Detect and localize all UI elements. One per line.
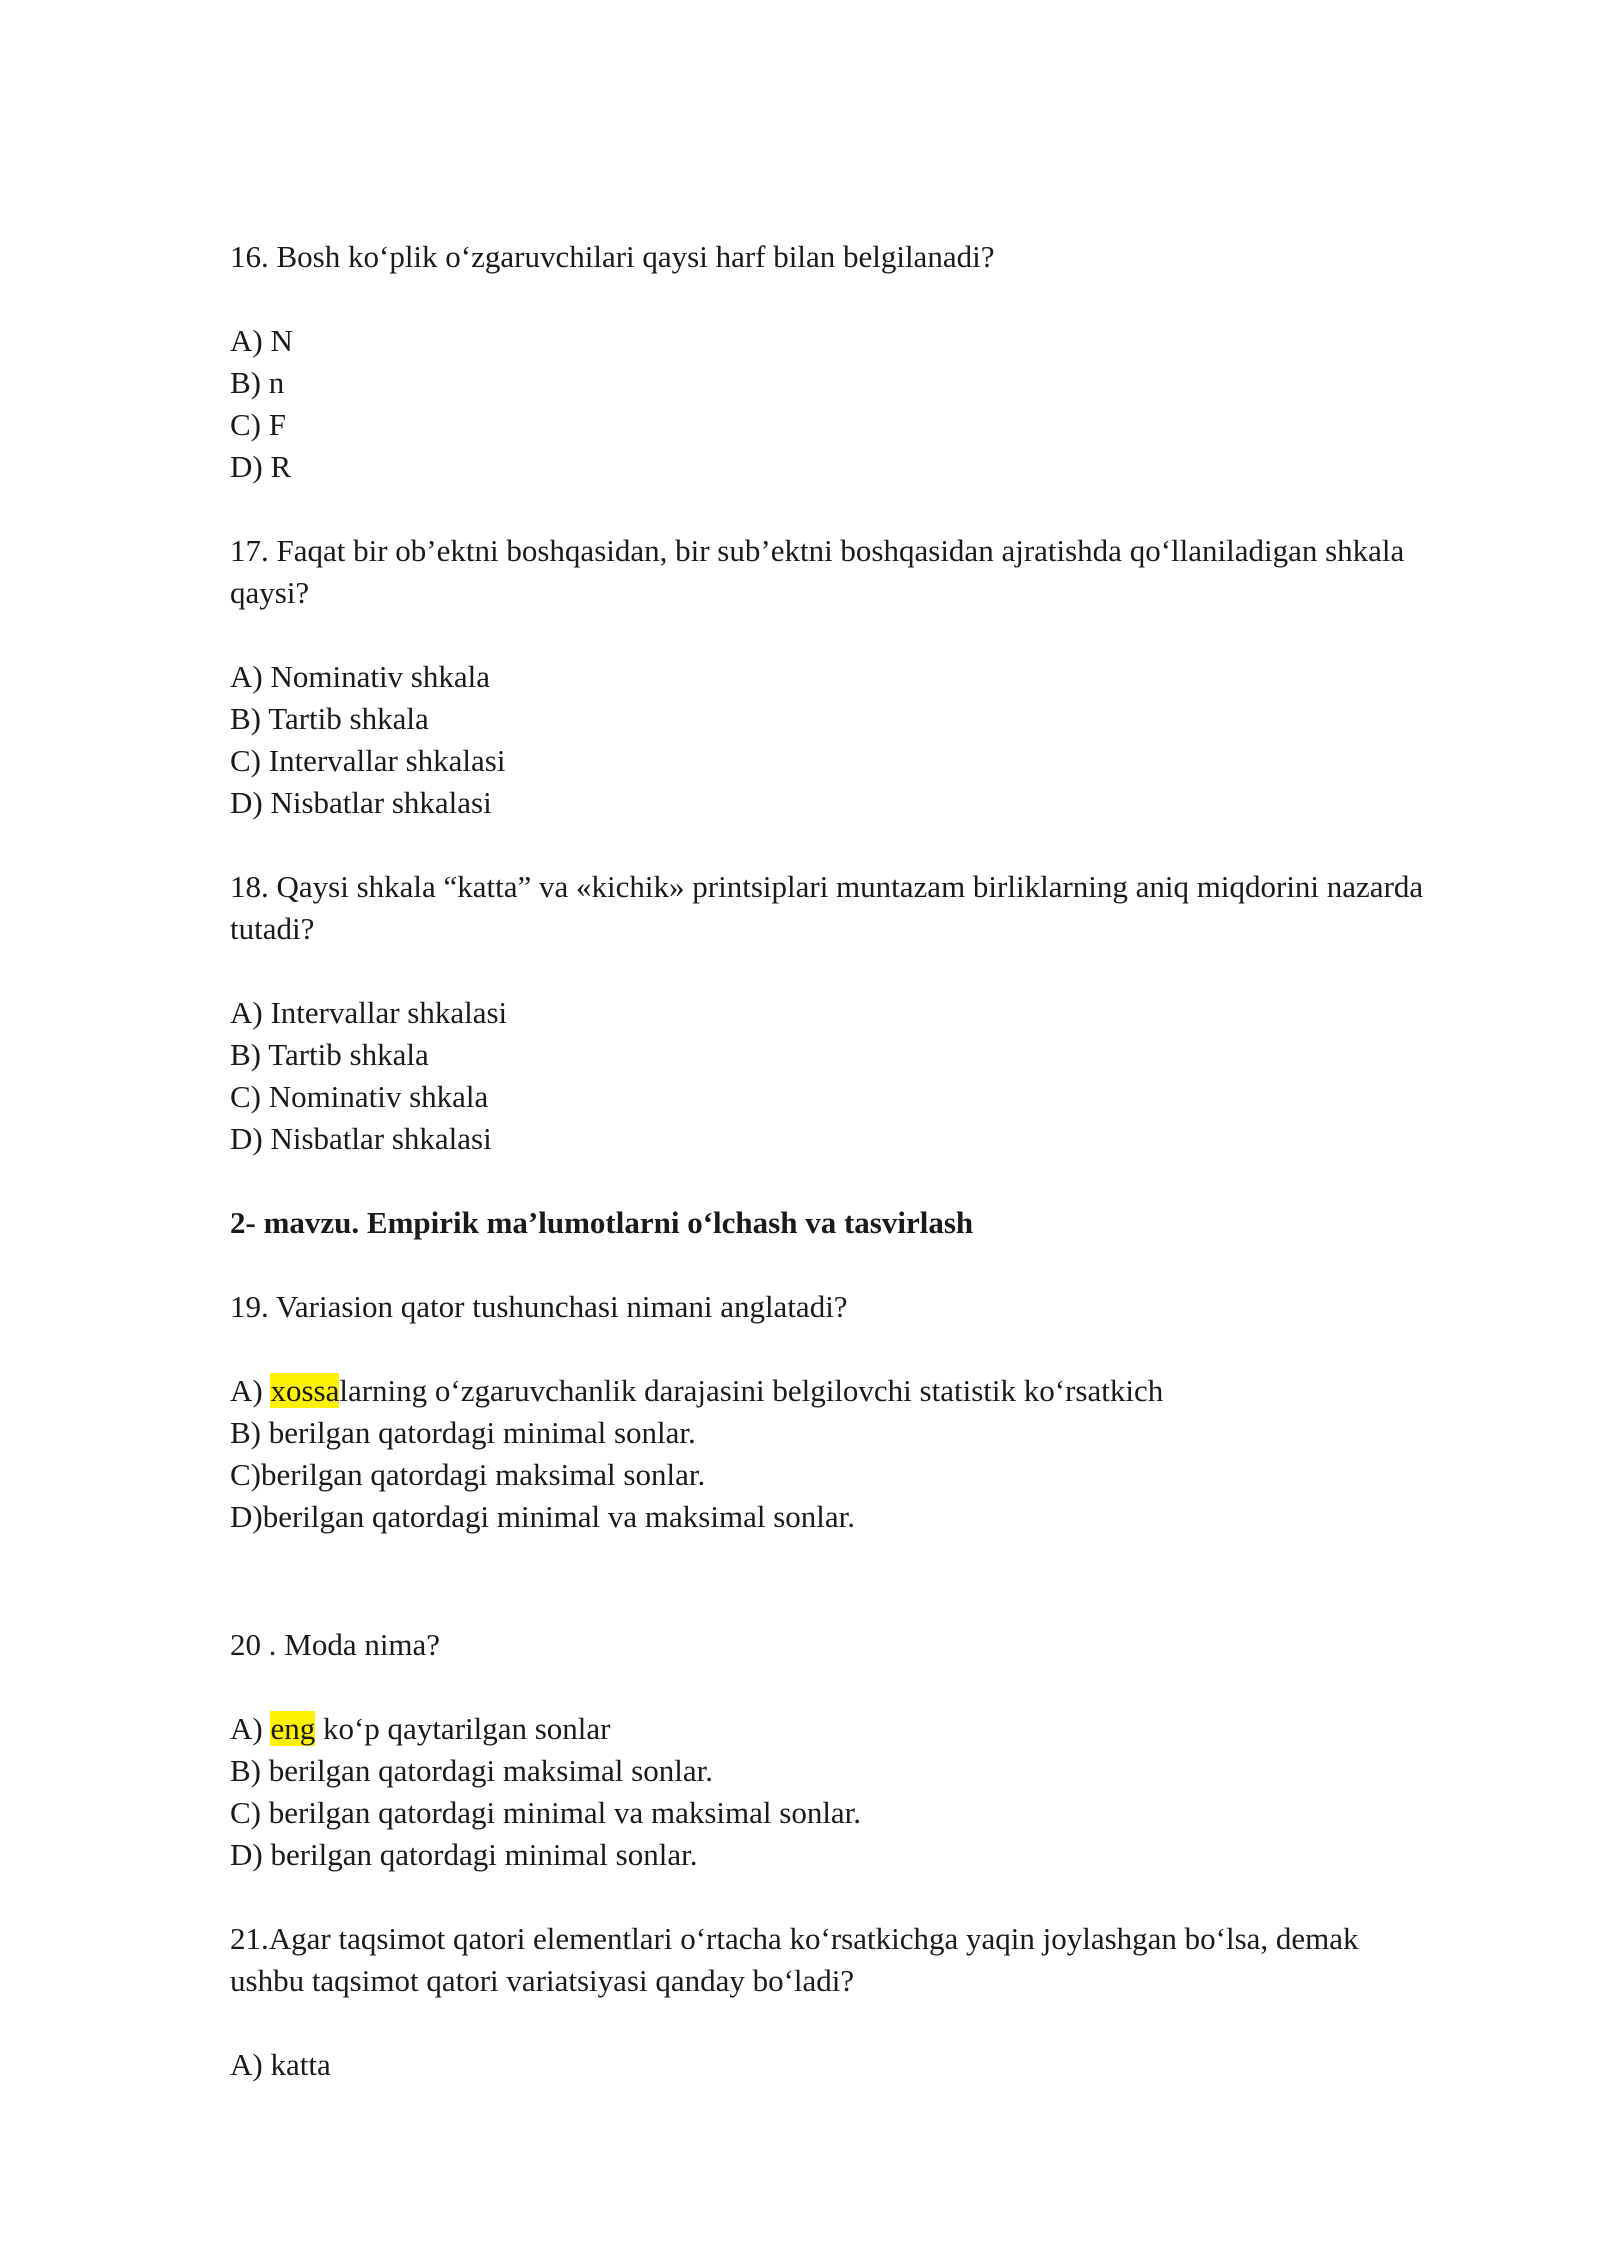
q18-option-d: D) Nisbatlar shkalasi xyxy=(230,1121,492,1156)
question-19: 19. Variasion qator tushunchasi nimani anglatadi? xyxy=(230,1289,848,1324)
q16-option-b: B) n xyxy=(230,365,285,400)
question-20: 20 . Moda nima? xyxy=(230,1627,441,1662)
question-17-line1: 17. Faqat bir ob’ektni boshqasidan, bir sub’ektni boshqasidan ajratishda qo‘llaniladigan shkala xyxy=(230,533,1405,568)
q18-option-a: A) Intervallar shkalasi xyxy=(230,995,508,1030)
q20-highlighted-text: eng xyxy=(270,1711,316,1746)
q17-option-d: D) Nisbatlar shkalasi xyxy=(230,785,492,820)
q20-option-d: D) berilgan qatordagi minimal sonlar. xyxy=(230,1837,698,1872)
q21-option-a: A) katta xyxy=(230,2047,331,2082)
q17-option-a: A) Nominativ shkala xyxy=(230,659,491,694)
q19-highlighted-text: xossa xyxy=(270,1373,340,1408)
q19-option-c: C)berilgan qatordagi maksimal sonlar. xyxy=(230,1457,706,1492)
q20-option-c: C) berilgan qatordagi minimal va maksimal sonlar. xyxy=(230,1795,862,1830)
q16-option-d: D) R xyxy=(230,449,292,484)
q20-option-b: B) berilgan qatordagi maksimal sonlar. xyxy=(230,1753,713,1788)
q19-option-a-prefix: A) xyxy=(230,1373,271,1408)
q19-option-a xyxy=(230,1370,1163,1412)
q17-option-c: C) Intervallar shkalasi xyxy=(230,743,506,778)
q20-option-a-prefix: A) xyxy=(230,1711,271,1746)
q19-option-b: B) berilgan qatordagi minimal sonlar. xyxy=(230,1415,696,1450)
question-18-line2: tutadi? xyxy=(230,911,315,946)
q20-option-a xyxy=(230,1708,611,1750)
q19-option-a-rest: larning o‘zgaruvchanlik darajasini belgilovchi statistik ko‘rsatkich xyxy=(339,1373,1164,1408)
q19-option-d: D)berilgan qatordagi minimal va maksimal sonlar. xyxy=(230,1499,856,1534)
question-17-line2: qaysi? xyxy=(230,575,310,610)
question-21-line1: 21.Agar taqsimot qatori elementlari o‘rtacha ko‘rsatkichga yaqin joylashgan bo‘lsa, demak xyxy=(230,1921,1359,1956)
section-heading: 2- mavzu. Empirik ma’lumotlarni o‘lchash va tasvirlash xyxy=(230,1205,974,1240)
q20-option-a-rest: ko‘p qaytarilgan sonlar xyxy=(315,1711,611,1746)
q16-option-c: C) F xyxy=(230,407,286,442)
q18-option-c: C) Nominativ shkala xyxy=(230,1079,489,1114)
question-18-line1: 18. Qaysi shkala “katta” va «kichik» printsiplari muntazam birliklarning aniq miqdorini nazarda xyxy=(230,869,1424,904)
q16-option-a: A) N xyxy=(230,323,293,358)
q18-option-b: B) Tartib shkala xyxy=(230,1037,429,1072)
question-21-line2: ushbu taqsimot qatori variatsiyasi qanday bo‘ladi? xyxy=(230,1963,855,1998)
q17-option-b: B) Tartib shkala xyxy=(230,701,429,736)
question-16: 16. Bosh ko‘plik o‘zgaruvchilari qaysi harf bilan belgilanadi? xyxy=(230,239,995,274)
